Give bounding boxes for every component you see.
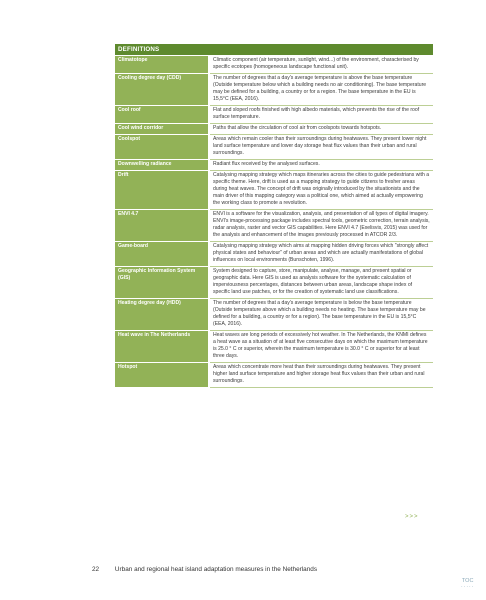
definitions-table (115, 44, 433, 388)
definition-text: Climatic component (air temperature, sunlight, wind...) of the environment, characterised by specific ecotopes (homogeneous landscape functional unit). (210, 56, 433, 74)
table-row (115, 106, 433, 124)
footer-title: Urban and regional heat island adaptation measures in the Netherlands (114, 566, 318, 573)
page-number: 22 (92, 566, 100, 573)
definition-term: Cooling degree day (CDD) (115, 74, 210, 106)
definition-term: Geographic Information System (GIS) (115, 267, 210, 299)
definition-text: Areas which remain cooler than their surroundings during heatwaves. They present lower night land surface temperature and lower day storage heat flux values than their urban and rural surroundings. (210, 135, 433, 160)
definition-term: Coolspot (115, 135, 210, 160)
toc-dots-icon: ····· (461, 584, 475, 590)
table-row (115, 242, 433, 267)
table-row (115, 74, 433, 106)
toc-button[interactable] (461, 578, 474, 590)
definition-term: Game-board (115, 242, 210, 267)
table-row (115, 210, 433, 242)
definition-term: ENVI 4.7 (115, 210, 210, 242)
table-row (115, 160, 433, 171)
table-row (115, 299, 433, 331)
definition-term: Cool roof (115, 106, 210, 124)
definition-text: The number of degrees that a day's average temperature is above the base temperature (Outside temperature below which a building needs no air conditioning). The base temperature may be defined for a building, a country or for a region. The base temperature in the EU is 15,5°C (EEA, 2016). (210, 74, 433, 106)
definition-text: Catalysing mapping strategy which aims at mapping hidden driving forces which "strongly affect physical states and behaviour" of urban areas and which are actually manifestations of global influences on local environments (Bunschoten, 1996). (210, 242, 433, 267)
table-row (115, 267, 433, 299)
table-row (115, 331, 433, 363)
definition-term: Heat wave in The Netherlands (115, 331, 210, 363)
table-row (115, 363, 433, 388)
definition-term: Cool wind corridor (115, 124, 210, 135)
definition-text: Radiant flux received by the analysed surfaces. (210, 160, 433, 171)
definition-term: Heating degree day (HDD) (115, 299, 210, 331)
definition-text: The number of degrees that a day's average temperature is below the base temperature (Outside temperature above which a building needs no heating. The base temperature may be defined for a building, a country or for a region). The base temperature in the EU is 15,5°C (EEA, 2016). (210, 299, 433, 331)
definition-text: Flat and sloped roofs finished with high albedo materials, which prevents the rise of the roof surface temperature. (210, 106, 433, 124)
table-row (115, 135, 433, 160)
table-header: DEFINITIONS (115, 44, 433, 56)
continuation-marker[interactable]: >>> (405, 514, 419, 520)
definition-term: Hotspot (115, 363, 210, 388)
definition-text: ENVI is a software for the visualization, analysis, and presentation of all types of digital imagery. ENVI's image-processing package includes spectral tools, geometric correction, terrain analysis, radar analysis, raster and vector GIS capabilities. Here ENVI 4.7 (Exelisvis, 2015) was used for the analysis and enhancement of the images previously processed in ATCOR 2/3. (210, 210, 433, 242)
definition-text: System designed to capture, store, manipulate, analyse, manage, and present spatial or geographic data. Here GIS is used as analysis software for the systematic calculation of imperviousness percentages, distances between urban areas, landscape shape index of specific land use patches, or for the creation of systematic land use classifications. (210, 267, 433, 299)
definition-text: Areas which concentrate more heat than their surroundings during heatwaves. They present higher land surface temperature and higher storage heat flux values than their urban and rural surroundings. (210, 363, 433, 388)
page-footer (92, 566, 317, 573)
definition-text: Paths that allow the circulation of cool air from coolspots towards hotspots. (210, 124, 433, 135)
definition-term: Drift (115, 171, 210, 210)
table-row (115, 124, 433, 135)
table-row (115, 56, 433, 74)
toc-label: TOC (461, 578, 474, 584)
definition-term: Downwelling radiance (115, 160, 210, 171)
definition-text: Heat waves are long periods of excessively hot weather. In The Netherlands, the KNMI defines a heat wave as a situation of at least five consecutive days on which the maximum temperature is 25.0 ° C or superior, wherein the maximum temperature is 30.0 ° C or superior for at least three days. (210, 331, 433, 363)
definition-term: Climatotope (115, 56, 210, 74)
definitions-body (115, 56, 433, 388)
definition-text: Catalysing mapping strategy which maps itineraries across the cities to guide pedestrians with a specific theme. Here, drift is used as a mapping strategy to guide citizens to fresher areas during heat waves. The concept of drift was originally introduced by the situationists and the main driver of this mapping category was a political one, which aimed at actually empowering the working class to promote a revolution. (210, 171, 433, 210)
table-row (115, 171, 433, 210)
table-header-row (115, 44, 433, 56)
